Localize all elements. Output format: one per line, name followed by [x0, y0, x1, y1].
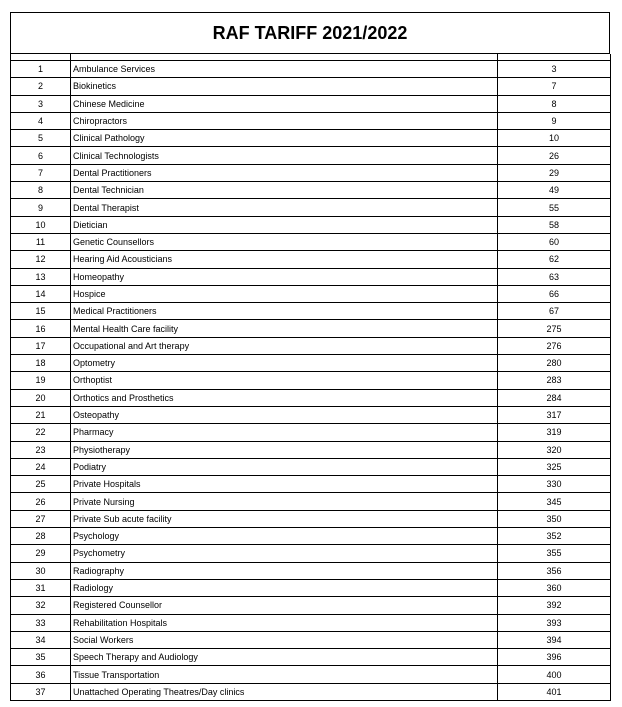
discipline-name: Hospice	[71, 285, 498, 302]
row-number: 23	[11, 441, 71, 458]
table-row	[11, 614, 611, 631]
discipline-name: Dietician	[71, 216, 498, 233]
row-number: 28	[11, 528, 71, 545]
table-row	[11, 216, 611, 233]
row-number: 32	[11, 597, 71, 614]
row-number: 36	[11, 666, 71, 683]
tariff-code: 352	[498, 528, 611, 545]
row-number: 9	[11, 199, 71, 216]
row-number: 37	[11, 683, 71, 700]
tariff-code: 356	[498, 562, 611, 579]
tariff-table-body	[11, 54, 611, 700]
tariff-code: 66	[498, 285, 611, 302]
table-row	[11, 182, 611, 199]
discipline-name: Orthoptist	[71, 372, 498, 389]
row-number: 11	[11, 233, 71, 250]
table-row	[11, 268, 611, 285]
discipline-name: Radiology	[71, 579, 498, 596]
discipline-name: Private Hospitals	[71, 476, 498, 493]
discipline-name: Speech Therapy and Audiology	[71, 649, 498, 666]
discipline-name: Registered Counsellor	[71, 597, 498, 614]
tariff-code: 400	[498, 666, 611, 683]
table-row	[11, 649, 611, 666]
table-row	[11, 95, 611, 112]
discipline-name: Dental Technician	[71, 182, 498, 199]
table-row	[11, 631, 611, 648]
discipline-name: Unattached Operating Theatres/Day clinics	[71, 683, 498, 700]
table-row	[11, 493, 611, 510]
tariff-code: 350	[498, 510, 611, 527]
row-number: 15	[11, 303, 71, 320]
tariff-code: 283	[498, 372, 611, 389]
tariff-code: 58	[498, 216, 611, 233]
table-row	[11, 61, 611, 78]
table-row	[11, 303, 611, 320]
tariff-code: 325	[498, 458, 611, 475]
tariff-code: 10	[498, 130, 611, 147]
tariff-code: 401	[498, 683, 611, 700]
discipline-name: Medical Practitioners	[71, 303, 498, 320]
row-number: 26	[11, 493, 71, 510]
table-row	[11, 372, 611, 389]
document-title: RAF TARIFF 2021/2022	[10, 12, 610, 54]
tariff-code: 49	[498, 182, 611, 199]
discipline-name: Occupational and Art therapy	[71, 337, 498, 354]
tariff-code: 319	[498, 424, 611, 441]
tariff-code: 7	[498, 78, 611, 95]
tariff-code: 55	[498, 199, 611, 216]
table-row	[11, 510, 611, 527]
row-number: 30	[11, 562, 71, 579]
tariff-code: 360	[498, 579, 611, 596]
tariff-code: 320	[498, 441, 611, 458]
table-row	[11, 424, 611, 441]
row-number: 1	[11, 61, 71, 78]
tariff-code: 394	[498, 631, 611, 648]
row-number: 10	[11, 216, 71, 233]
tariff-document	[10, 12, 610, 701]
discipline-name: Tissue Transportation	[71, 666, 498, 683]
tariff-code: 62	[498, 251, 611, 268]
row-number: 22	[11, 424, 71, 441]
discipline-name: Psychometry	[71, 545, 498, 562]
discipline-name: Pharmacy	[71, 424, 498, 441]
tariff-code: 26	[498, 147, 611, 164]
row-number: 14	[11, 285, 71, 302]
table-row	[11, 199, 611, 216]
discipline-name: Orthotics and Prosthetics	[71, 389, 498, 406]
row-number: 20	[11, 389, 71, 406]
discipline-name: Clinical Technologists	[71, 147, 498, 164]
table-row	[11, 355, 611, 372]
tariff-code: 8	[498, 95, 611, 112]
table-row	[11, 130, 611, 147]
discipline-name: Homeopathy	[71, 268, 498, 285]
table-row	[11, 458, 611, 475]
discipline-name: Psychology	[71, 528, 498, 545]
row-number: 21	[11, 406, 71, 423]
row-number: 8	[11, 182, 71, 199]
tariff-table	[10, 54, 611, 701]
row-number: 35	[11, 649, 71, 666]
discipline-name: Physiotherapy	[71, 441, 498, 458]
table-row	[11, 164, 611, 181]
discipline-name: Dental Practitioners	[71, 164, 498, 181]
row-number: 33	[11, 614, 71, 631]
row-number: 29	[11, 545, 71, 562]
table-row	[11, 406, 611, 423]
table-row	[11, 233, 611, 250]
row-number: 25	[11, 476, 71, 493]
table-row	[11, 528, 611, 545]
table-row	[11, 251, 611, 268]
table-row	[11, 545, 611, 562]
row-number: 19	[11, 372, 71, 389]
discipline-name: Optometry	[71, 355, 498, 372]
discipline-name: Social Workers	[71, 631, 498, 648]
row-number: 3	[11, 95, 71, 112]
discipline-name: Mental Health Care facility	[71, 320, 498, 337]
tariff-code: 345	[498, 493, 611, 510]
table-row	[11, 78, 611, 95]
discipline-name: Hearing Aid Acousticians	[71, 251, 498, 268]
row-number: 17	[11, 337, 71, 354]
row-number: 7	[11, 164, 71, 181]
table-row	[11, 320, 611, 337]
table-row	[11, 337, 611, 354]
tariff-code: 60	[498, 233, 611, 250]
discipline-name: Ambulance Services	[71, 61, 498, 78]
discipline-name: Private Nursing	[71, 493, 498, 510]
row-number: 6	[11, 147, 71, 164]
table-row	[11, 147, 611, 164]
table-row	[11, 666, 611, 683]
row-number: 4	[11, 112, 71, 129]
table-row	[11, 112, 611, 129]
table-row	[11, 683, 611, 700]
tariff-code: 63	[498, 268, 611, 285]
table-row	[11, 597, 611, 614]
row-number: 18	[11, 355, 71, 372]
table-row	[11, 441, 611, 458]
row-number: 34	[11, 631, 71, 648]
discipline-name: Private Sub acute facility	[71, 510, 498, 527]
row-number: 16	[11, 320, 71, 337]
table-row	[11, 285, 611, 302]
discipline-name: Dental Therapist	[71, 199, 498, 216]
tariff-code: 3	[498, 61, 611, 78]
tariff-code: 392	[498, 597, 611, 614]
discipline-name: Osteopathy	[71, 406, 498, 423]
discipline-name: Radiography	[71, 562, 498, 579]
discipline-name: Chiropractors	[71, 112, 498, 129]
row-number: 12	[11, 251, 71, 268]
discipline-name: Chinese Medicine	[71, 95, 498, 112]
table-row	[11, 579, 611, 596]
tariff-code: 29	[498, 164, 611, 181]
tariff-code: 330	[498, 476, 611, 493]
tariff-code: 284	[498, 389, 611, 406]
table-row	[11, 389, 611, 406]
table-row	[11, 476, 611, 493]
discipline-name: Clinical Pathology	[71, 130, 498, 147]
row-number: 27	[11, 510, 71, 527]
row-number: 5	[11, 130, 71, 147]
table-row	[11, 562, 611, 579]
tariff-code: 276	[498, 337, 611, 354]
tariff-code: 393	[498, 614, 611, 631]
row-number: 13	[11, 268, 71, 285]
tariff-code: 280	[498, 355, 611, 372]
discipline-name: Podiatry	[71, 458, 498, 475]
row-number: 2	[11, 78, 71, 95]
tariff-code: 67	[498, 303, 611, 320]
discipline-name: Biokinetics	[71, 78, 498, 95]
tariff-code: 9	[498, 112, 611, 129]
tariff-code: 317	[498, 406, 611, 423]
row-number: 31	[11, 579, 71, 596]
discipline-name: Genetic Counsellors	[71, 233, 498, 250]
tariff-code: 355	[498, 545, 611, 562]
tariff-code: 275	[498, 320, 611, 337]
discipline-name: Rehabilitation Hospitals	[71, 614, 498, 631]
row-number: 24	[11, 458, 71, 475]
tariff-code: 396	[498, 649, 611, 666]
